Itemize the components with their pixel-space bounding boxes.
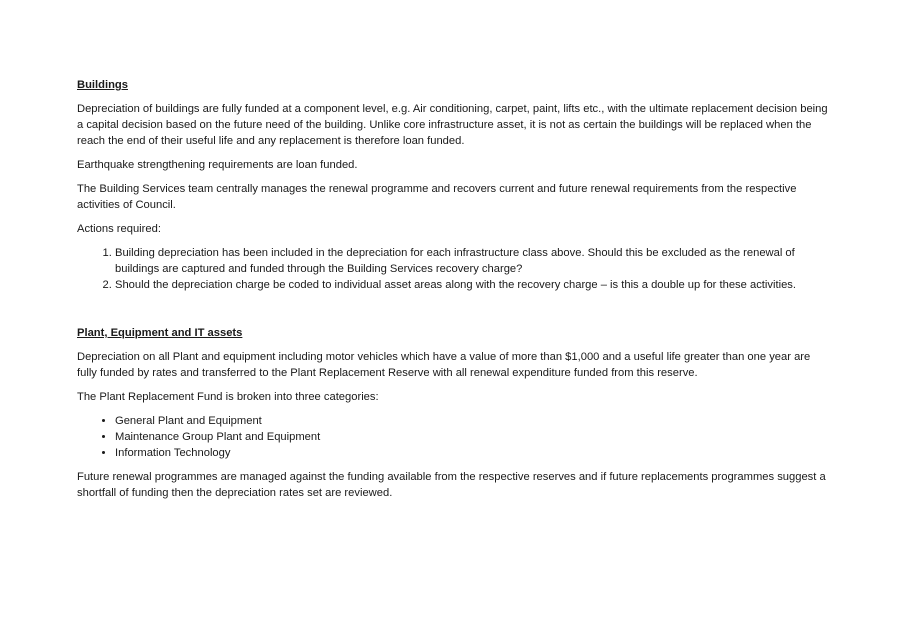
buildings-paragraph-depreciation: Depreciation of buildings are fully funded at a component level, e.g. Air conditioning, carpet, paint, lifts etc., with the ultimate replacement decision being a capital decision based on the future need of the building. Unlike core infrastructure asset, it is not as certain the buildings will be replaced when the reach the end of their useful life and any replacement is therefore loan funded.	[77, 103, 828, 147]
section-spacer	[77, 301, 829, 325]
document-page	[77, 77, 829, 509]
plant-paragraph-categories-intro: The Plant Replacement Fund is broken into three categories:	[77, 391, 379, 403]
buildings-paragraph-actions-required: Actions required:	[77, 223, 161, 235]
plant-paragraph-closing: Future renewal programmes are managed against the funding available from the respective reserves and if future replacements programmes suggest a shortfall of funding then the depreciation rates set are reviewed.	[77, 471, 826, 499]
category-item: • Maintenance Group Plant and Equipment	[115, 429, 829, 445]
action-item: 1. Building depreciation has been included in the depreciation for each infrastructure class above. Should this be excluded as the renewal of buildings are captured and funded through the Building Services recovery charge?	[115, 245, 829, 277]
category-item: • Information Technology	[115, 445, 829, 461]
category-item: • General Plant and Equipment	[115, 413, 829, 429]
action-item: 2. Should the depreciation charge be coded to individual asset areas along with the recovery charge – is this a double up for these activities.	[115, 277, 829, 293]
plant-paragraph-intro: Depreciation on all Plant and equipment including motor vehicles which have a value of more than $1,000 and a useful life greater than one year are fully funded by rates and transferred to the Plant Replacement Reserve with all renewal expenditure funded from this reserve.	[77, 351, 811, 379]
categories-list	[77, 413, 829, 461]
buildings-paragraph-services-team: The Building Services team centrally manages the renewal programme and recovers current and future renewal requirements from the respective activities of Council.	[77, 183, 797, 211]
buildings-heading: Buildings	[77, 79, 128, 91]
plant-heading: Plant, Equipment and IT assets	[77, 327, 243, 339]
actions-list	[77, 245, 829, 293]
buildings-paragraph-earthquake: Earthquake strengthening requirements are loan funded.	[77, 159, 358, 171]
